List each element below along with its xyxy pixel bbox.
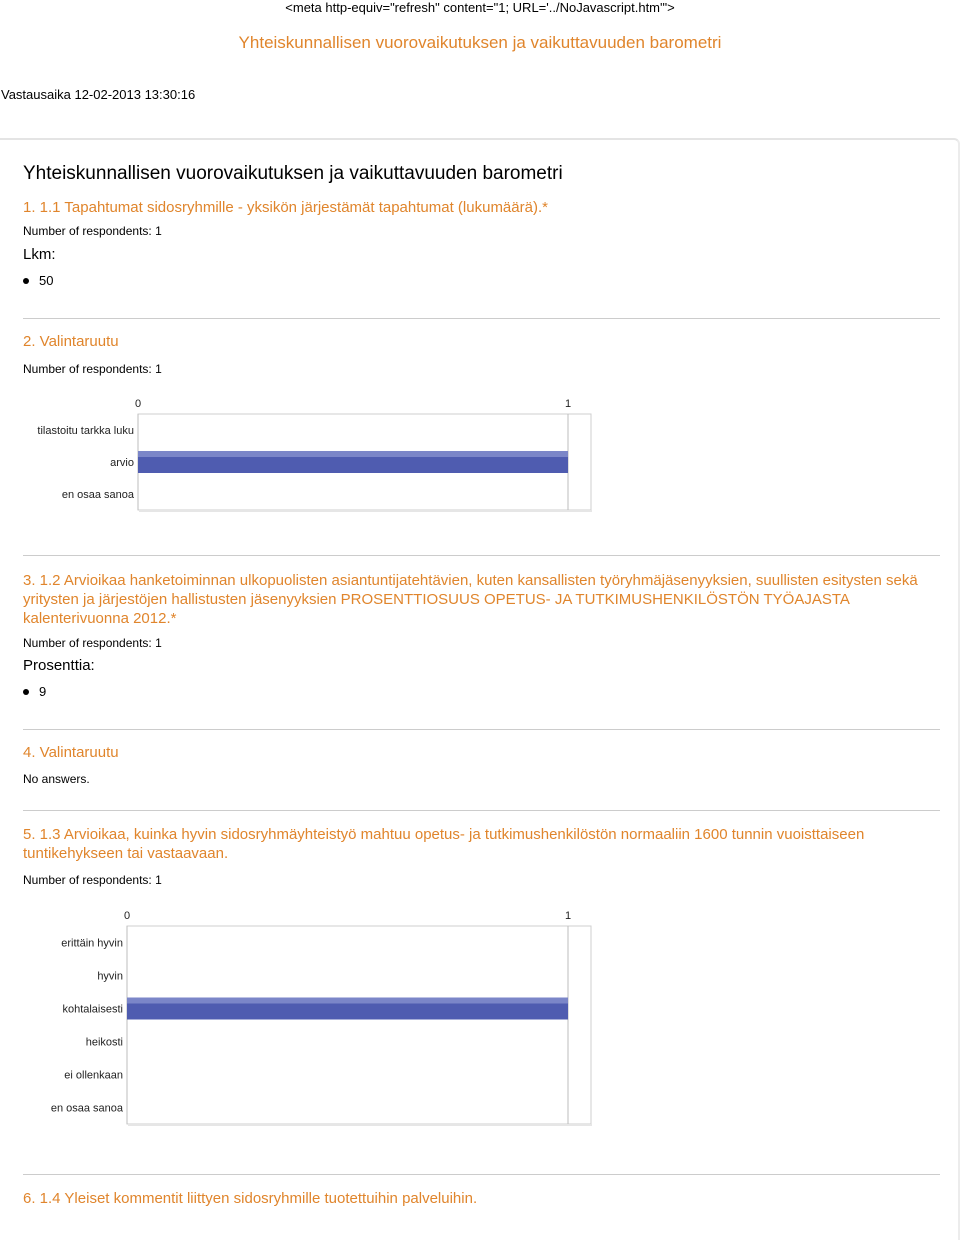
bar-highlight <box>127 998 568 1004</box>
page-header-title: Yhteiskunnallisen vuorovaikutuksen ja vaikuttavuuden barometri <box>238 33 722 52</box>
question-1-label: Lkm: <box>23 246 56 263</box>
question-2-bar-chart <box>0 392 620 527</box>
category-label: en osaa sanoa <box>50 1102 123 1115</box>
question-6-title: 6. 1.4 Yleiset kommentit liittyen sidosryhmille tuotettuihin palveluihin. <box>23 1190 478 1207</box>
question-3-respondents: Number of respondents: 1 <box>23 636 162 650</box>
question-5-respondents: Number of respondents: 1 <box>23 873 162 887</box>
divider <box>23 555 940 556</box>
category-label: tilastoitu tarkka luku <box>37 425 134 437</box>
question-4-title: 4. Valintaruutu <box>23 744 119 761</box>
category-label: ei ollenkaan <box>64 1069 123 1082</box>
question-3-title: 3. 1.2 Arvioikaa hanketoiminnan ulkopuolisten asiantuntijatehtävien, kuten kansallisten työryhmäjäsenyyksien, suullisten esitysten sekä yritysten ja järjestöjen hallistusten jäsenyyksien PROSENTTIOSUUS OPETUS- JA TUTKIMUSHENKILÖSTÖN TYÖAJASTA kalenterivuonna 2012.* <box>23 572 918 627</box>
question-1-answer <box>23 273 53 288</box>
x-tick-label: 1 <box>564 398 572 410</box>
x-tick-label: 0 <box>134 398 142 410</box>
bar-highlight <box>138 451 568 457</box>
category-label: heikosti <box>85 1036 123 1049</box>
x-tick-label: 1 <box>564 910 572 922</box>
survey-title: Yhteiskunnallisen vuorovaikutuksen ja vaikuttavuuden barometri <box>23 163 563 184</box>
question-3-answer <box>23 684 46 699</box>
question-2-respondents: Number of respondents: 1 <box>23 362 162 376</box>
x-tick-label: 0 <box>123 910 131 922</box>
divider <box>23 729 940 730</box>
question-5-bar-chart <box>0 906 620 1141</box>
meta-refresh-text: <meta http-equiv="refresh" content="1; URL='../NoJavascript.htm'"> <box>285 0 675 15</box>
category-label: hyvin <box>97 970 123 983</box>
response-timestamp: Vastausaika 12-02-2013 13:30:16 <box>1 87 196 102</box>
question-3-label: Prosenttia: <box>23 657 95 674</box>
category-label: arvio <box>110 457 134 469</box>
bullet-icon <box>23 278 29 284</box>
question-1-title: 1. 1.1 Tapahtumat sidosryhmille - yksikön järjestämät tapahtumat (lukumäärä).* <box>23 199 548 216</box>
category-label: en osaa sanoa <box>61 489 134 501</box>
bullet-icon <box>23 689 29 695</box>
divider <box>23 318 940 319</box>
question-2-title: 2. Valintaruutu <box>23 333 119 350</box>
divider <box>23 810 940 811</box>
question-5-title: 5. 1.3 Arvioikaa, kuinka hyvin sidosryhmäyhteistyö mahtuu opetus- ja tutkimushenkilöstön normaaliin 1600 tunnin vuoisttaiseen tuntikehykseen tai vastaavaan. <box>23 826 865 862</box>
question-1-respondents: Number of respondents: 1 <box>23 224 162 238</box>
plot-area <box>127 926 591 1124</box>
divider <box>23 1174 940 1175</box>
category-label: erittäin hyvin <box>61 937 123 950</box>
question-4-no-answers: No answers. <box>23 772 90 786</box>
answer-value: 50 <box>39 273 54 288</box>
answer-value: 9 <box>39 684 47 699</box>
category-label: kohtalaisesti <box>62 1003 123 1016</box>
